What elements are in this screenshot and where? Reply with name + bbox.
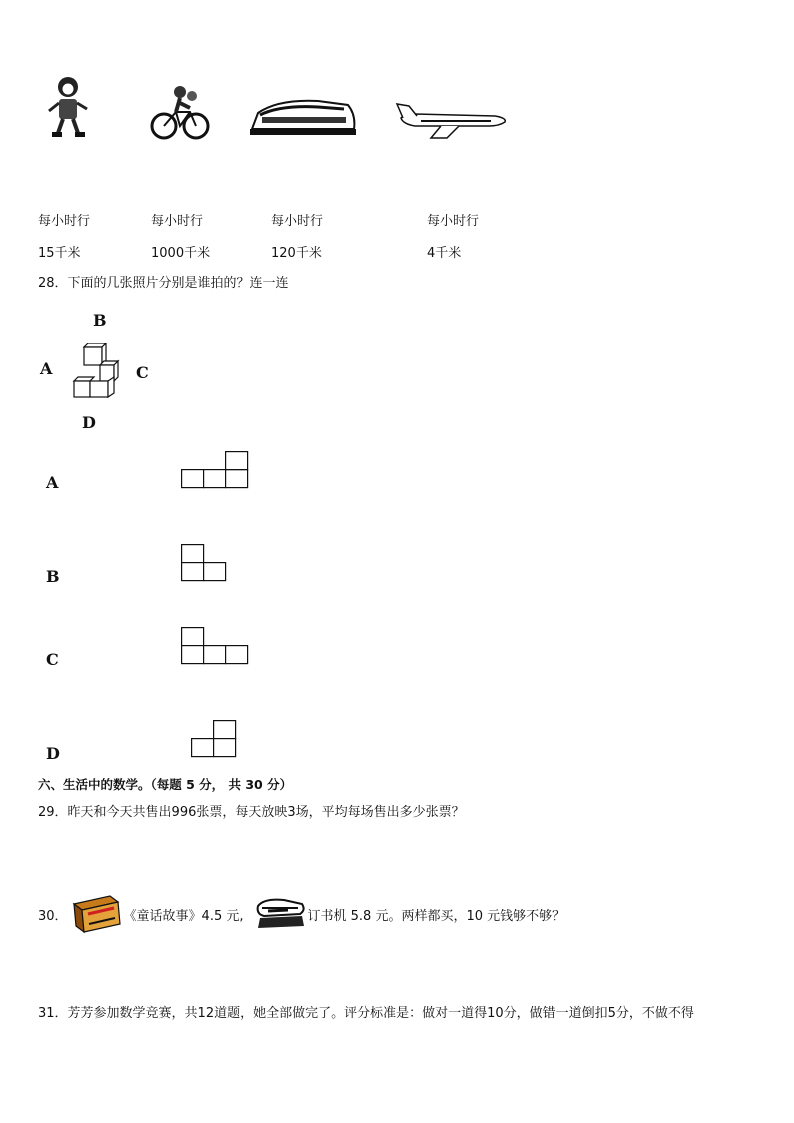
section-6-title: 六、生活中的数学。（每题 5 分， 共 30 分） [38,777,293,792]
book-price-text: 《童话故事》4.5 元, [123,908,244,924]
speed-label-1: 每小时行 [38,214,91,229]
speed-label-2: 每小时行 [151,214,204,229]
question-29: 29．昨天和今天共售出996张票，每天放映3场，平均每场售出多少张票？ [38,805,465,820]
direction-label-d: D [82,413,96,432]
stapler-icon [254,896,306,932]
question-30 [38,894,565,934]
speed-value-2: 1000千米 [151,246,211,261]
view-shape-d [191,720,239,758]
question-31: 31．芳芳参加数学竞赛，共12道题，她全部做完了。评分标准是：做对一道得10分，做错一道倒扣5分，不做不得 [38,1006,694,1021]
view-shape-b [181,544,229,582]
cyclist-icon [150,82,210,142]
stapler-price-text: 订书机 5.8 元。两样都买，10 元钱够不够？ [307,908,566,924]
speed-value-4: 4千米 [427,246,462,261]
direction-label-c: C [136,363,149,382]
book-icon [70,894,122,934]
airplane-icon [395,100,510,140]
view-shape-a [181,451,251,489]
cube-stack-figure [70,343,122,399]
speed-value-1: 15千米 [38,246,81,261]
option-label-a: A [46,473,59,492]
speed-label-3: 每小时行 [271,214,324,229]
direction-label-a: A [40,359,53,378]
direction-label-b: B [93,311,107,330]
option-label-d: D [46,744,60,763]
question-28: 28．下面的几张照片分别是谁拍的？连一连 [38,276,289,291]
view-shape-c [181,627,251,665]
speed-value-3: 120千米 [271,246,322,261]
option-label-c: C [46,650,59,669]
speed-label-4: 每小时行 [427,214,480,229]
train-icon [248,95,358,139]
option-label-b: B [46,567,60,586]
question-30-number: 30． [38,908,68,924]
girl-walking-icon [44,75,92,139]
